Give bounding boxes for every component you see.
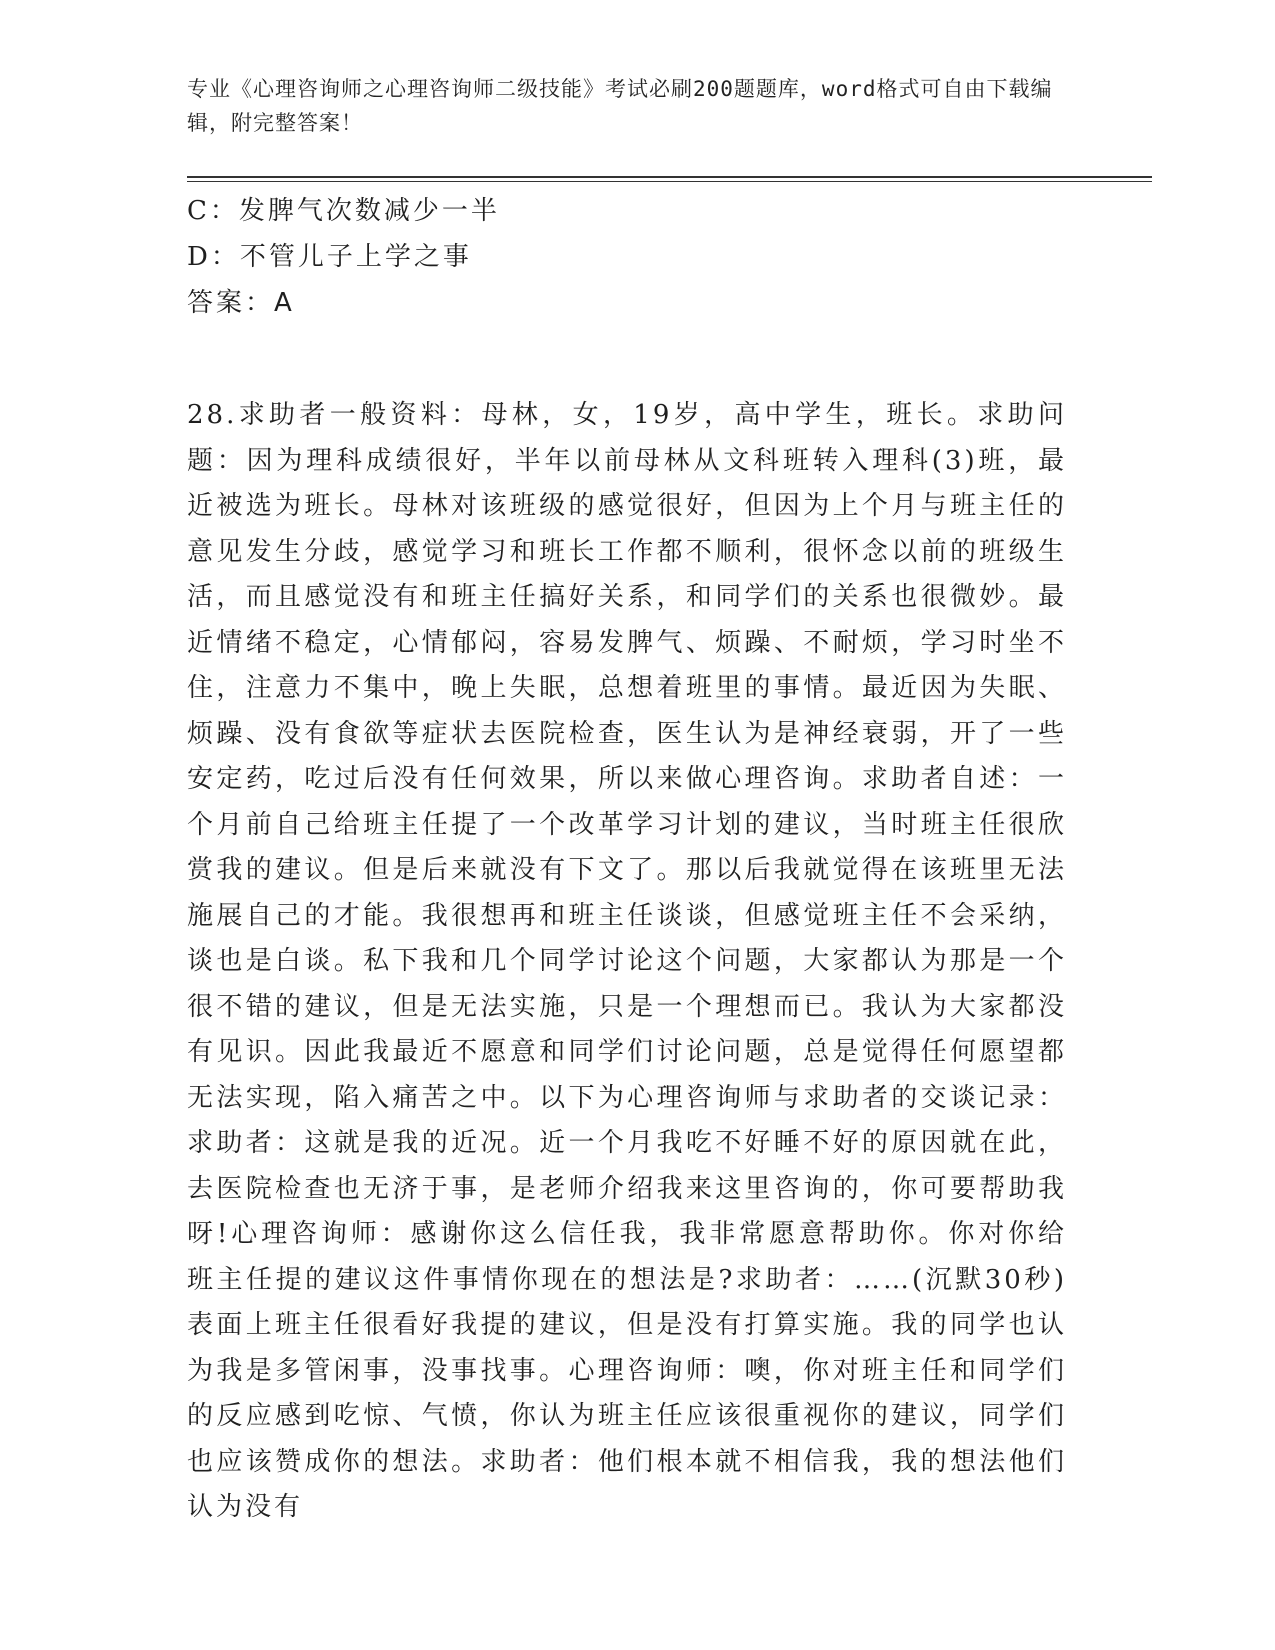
document-body: [187, 188, 1067, 1531]
answer-line: 答案：A: [187, 288, 295, 318]
header-divider-thin: [187, 181, 1152, 182]
question-28-text: 28.求助者一般资料：母林，女，19岁，高中学生，班长。求助问题：因为理科成绩很好，半年以前母林从文科班转入理科(3)班，最近被选为班长。母林对该班级的感觉很好，但因为上个月与班主任的意见发生分歧，感觉学习和班长工作都不顺利，很怀念以前的班级生活，而且感觉没有和班主任搞好关系，和同学们的关系也很微妙。最近情绪不稳定，心情郁闷，容易发脾气、烦躁、不耐烦，学习时坐不住，注意力不集中，晚上失眠，总想着班里的事情。最近因为失眠、烦躁、没有食欲等症状去医院检查，医生认为是神经衰弱，开了一些安定药，吃过后没有任何效果，所以来做心理咨询。求助者自述：一个月前自己给班主任提了一个改革学习计划的建议，当时班主任很欣赏我的建议。但是后来就没有下文了。那以后我就觉得在该班里无法施展自己的才能。我很想再和班主任谈谈，但感觉班主任不会采纳，谈也是白谈。私下我和几个同学讨论这个问题，大家都认为那是一个很不错的建议，但是无法实施，只是一个理想而已。我认为大家都没有见识。因此我最近不愿意和同学们讨论问题，总是觉得任何愿望都无法实现，陷入痛苦之中。以下为心理咨询师与求助者的交谈记录：求助者：这就是我的近况。近一个月我吃不好睡不好的原因就在此，去医院检查也无济于事，是老师介绍我来这里咨询的，你可要帮助我呀!心理咨询师：感谢你这么信任我，我非常愿意帮助你。你对你给班主任提的建议这件事情你现在的想法是?求助者：……(沉默30秒)表面上班主任很看好我提的建议，但是没有打算实施。我的同学也认为我是多管闲事，没事找事。心理咨询师：噢，你对班主任和同学们的反应感到吃惊、气愤，你认为班主任应该很重视你的建议，同学们也应该赞成你的想法。求助者：他们根本就不相信我，我的想法他们认为没有: [187, 400, 1067, 1522]
option-c: C：发脾气次数减少一半: [187, 196, 500, 226]
header-divider-thick: [187, 176, 1152, 178]
option-d: D：不管儿子上学之事: [187, 242, 472, 272]
page-header: 专业《心理咨询师之心理咨询师二级技能》考试必刷200题题库，word格式可自由下载编辑，附完整答案！: [187, 77, 1053, 135]
